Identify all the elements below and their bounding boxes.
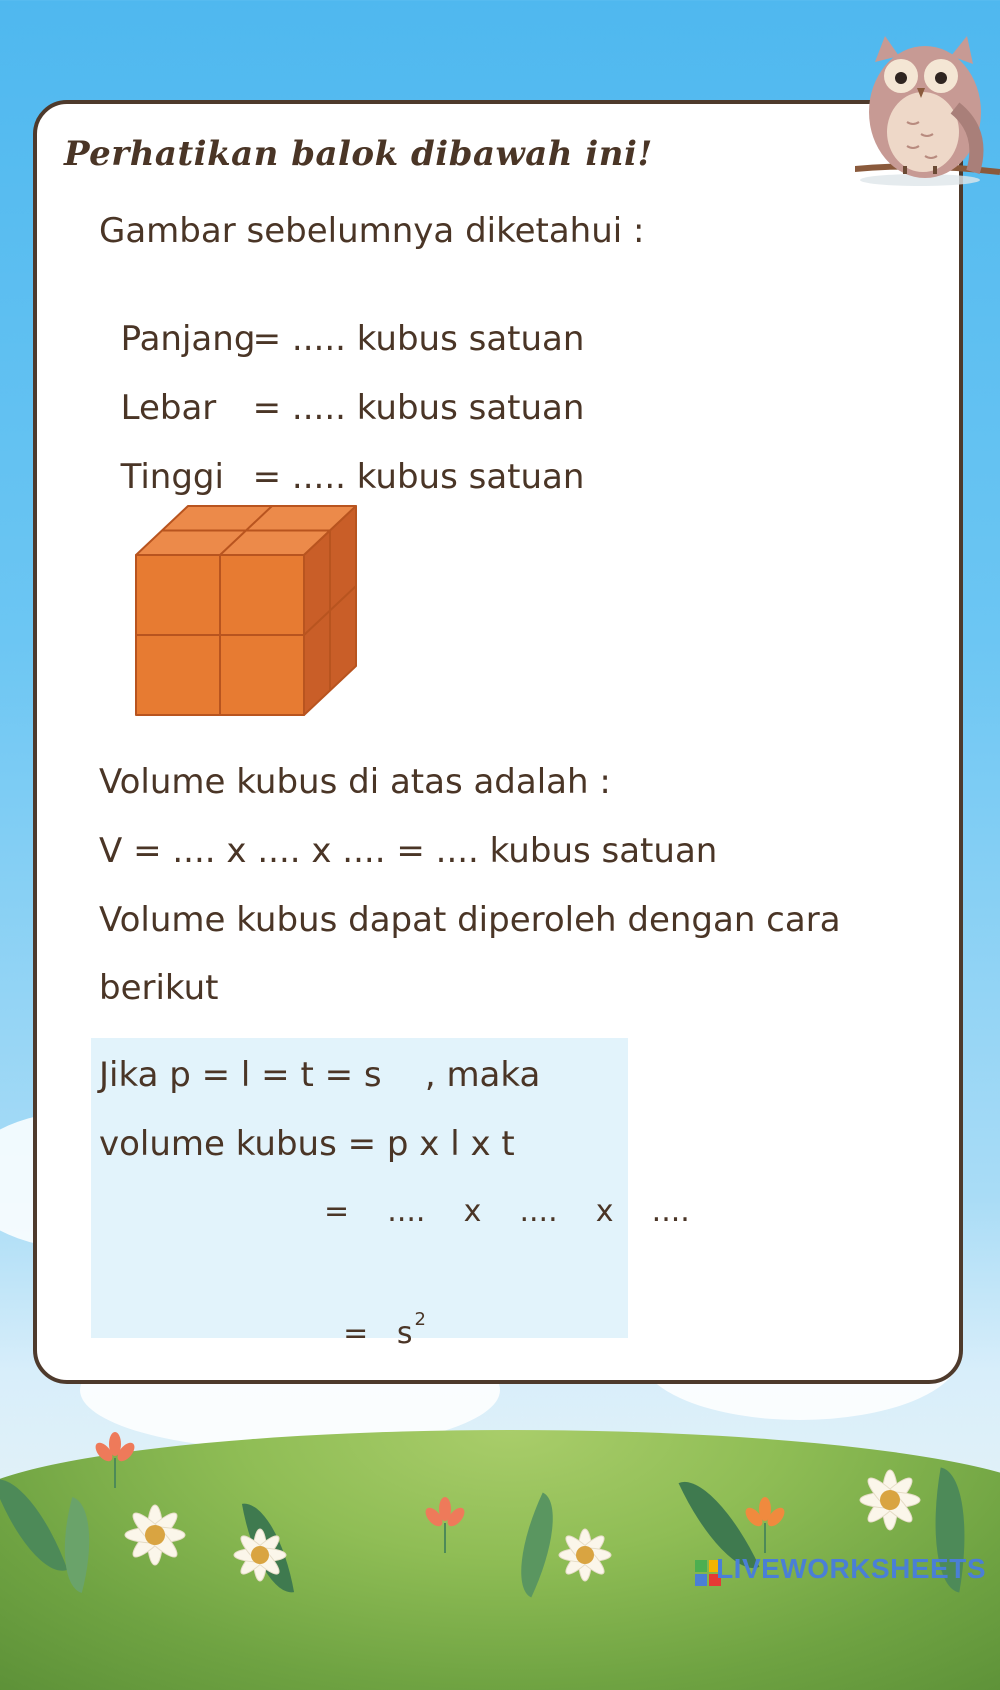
dimension-row-lebar <box>99 348 584 428</box>
dimension-value: = ..... kubus satuan <box>252 319 585 359</box>
flower-decoration <box>110 1490 200 1580</box>
method-text-line-2: berikut <box>99 968 219 1008</box>
dimension-value: = ..... kubus satuan <box>252 388 585 428</box>
volume-formula-text: V = .... x .... x .... = .... kubus satuan <box>99 831 718 871</box>
dimension-label: Lebar <box>120 388 217 428</box>
dimension-row-tinggi <box>99 417 584 497</box>
formula-result-exponent: 2 <box>414 1309 426 1330</box>
worksheet-heading: Perhatikan balok dibawah ini! <box>64 134 653 174</box>
flower-decoration <box>90 1430 140 1490</box>
cube-illustration <box>128 500 364 732</box>
volume-intro-text: Volume kubus di atas adalah : <box>99 762 611 802</box>
dimension-label: Tinggi <box>120 457 224 497</box>
method-text-line-1: Volume kubus dapat diperoleh dengan cara <box>99 900 841 940</box>
formula-condition-text: Jika p = l = t = s , maka <box>99 1055 541 1095</box>
formula-result-base: = s <box>343 1316 413 1351</box>
dimension-value: = ..... kubus satuan <box>252 457 585 497</box>
flower-decoration <box>845 1455 935 1545</box>
intro-text: Gambar sebelumnya diketahui : <box>99 211 645 251</box>
flower-decoration <box>740 1495 790 1555</box>
flower-decoration <box>420 1495 470 1555</box>
liveworksheets-brand[interactable]: LIVEWORKSHEETS <box>716 1553 986 1584</box>
formula-volume-text: volume kubus = p x l x t <box>99 1124 515 1164</box>
flower-decoration <box>545 1515 625 1595</box>
owl-illustration <box>855 22 1000 192</box>
formula-result-text <box>324 1260 426 1354</box>
dimension-row-panjang <box>99 279 584 359</box>
flower-decoration <box>220 1515 300 1595</box>
dimension-label: Panjang <box>120 319 256 359</box>
formula-fill-in-text: = .... x .... x .... <box>324 1194 690 1229</box>
